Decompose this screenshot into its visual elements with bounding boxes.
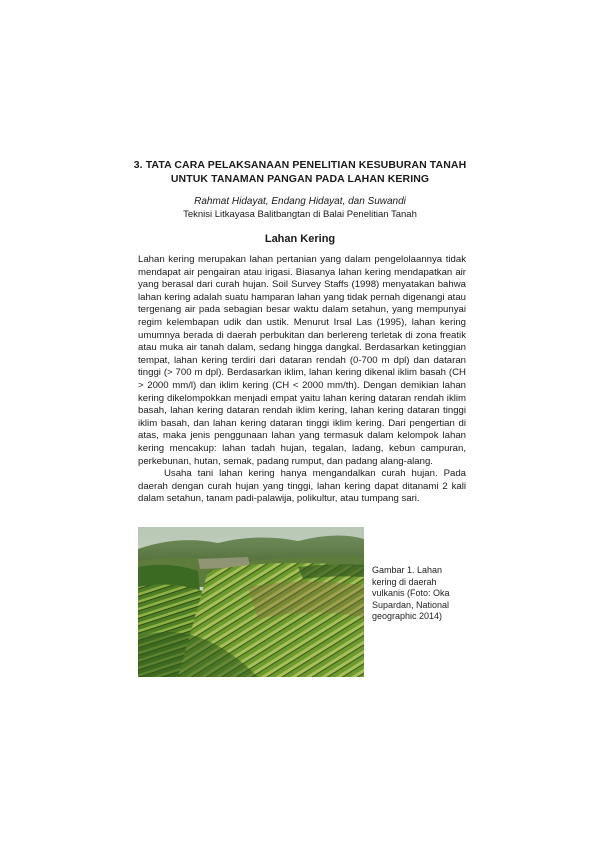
title-line-1: 3. TATA CARA PELAKSANAAN PENELITIAN KESUBURAN TANAH: [133, 159, 467, 171]
figure-caption: Gambar 1. Lahan kering di daerah vulkanis (Foto: Oka Supardan, National geographic 2014): [372, 565, 450, 621]
body-text: [138, 254, 466, 506]
title-line-2: UNTUK TANAMAN PANGAN PADA LAHAN KERING: [170, 173, 430, 185]
authors: Rahmat Hidayat, Endang Hidayat, dan Suwandi: [194, 196, 406, 207]
terrace-landscape-illustration: [138, 527, 364, 677]
affiliation: Teknisi Litkayasa Balitbangtan di Balai Penelitian Tanah: [183, 209, 417, 220]
document-title: [100, 158, 500, 186]
section-heading: Lahan Kering: [264, 233, 336, 245]
paragraph-2: Usaha tani lahan kering hanya mengandalkan curah hujan. Pada daerah dengan curah hujan yang tinggi, lahan kering dapat ditanami 2 kali dalam setahun, tanam padi-palawija, polikultur, atau tumpang sari.: [138, 468, 466, 505]
terrace-field-photo: [138, 527, 364, 677]
paragraph-1: Lahan kering merupakan lahan pertanian yang dalam pengelolaannya tidak mendapat air pengairan atau irigasi. Biasanya lahan kering mendapatkan air yang berasal dari curah hujan. Soil Survey Staffs (1998) menyatakan bahwa lahan kering adalah suatu hamparan lahan yang tidak pernah digenangi atau tergenang air pada sebagian besar waktu dalam setahun, yang mempunyai regim kelembapan udik dan ustik. Menurut Irsal Las (1995), lahan kering umumnya berada di daerah perbukitan dan berlereng terletak di zona freatik atau muka air tanah dalam, sedang hingga dangkal. Berdasarkan ketinggian tempat, lahan kering terdiri dari dataran rendah (0-700 m dpl) dan dataran tinggi (> 700 m dpl). Berdasarkan iklim, lahan kering dikenal iklim basah (CH > 2000 mm/l) dan iklim kering (CH < 2000 mm/th). Dengan demikian lahan kering dikelompokkan menjadi empat yaitu lahan kering dataran rendah iklim basah, lahan kering dataran rendah iklim kering, lahan kering dataran tinggi iklim basah, dan lahan kering dataran tinggi iklim kering. Dari pengertian di atas, maka jenis penggunaan lahan yang termasuk dalam kelompok lahan kering mencakup: lahan tadah hujan, tegalan, ladang, kebun campuran, perkebunan, hutan, semak, padang rumput, dan padang alang-alang.: [138, 254, 466, 467]
